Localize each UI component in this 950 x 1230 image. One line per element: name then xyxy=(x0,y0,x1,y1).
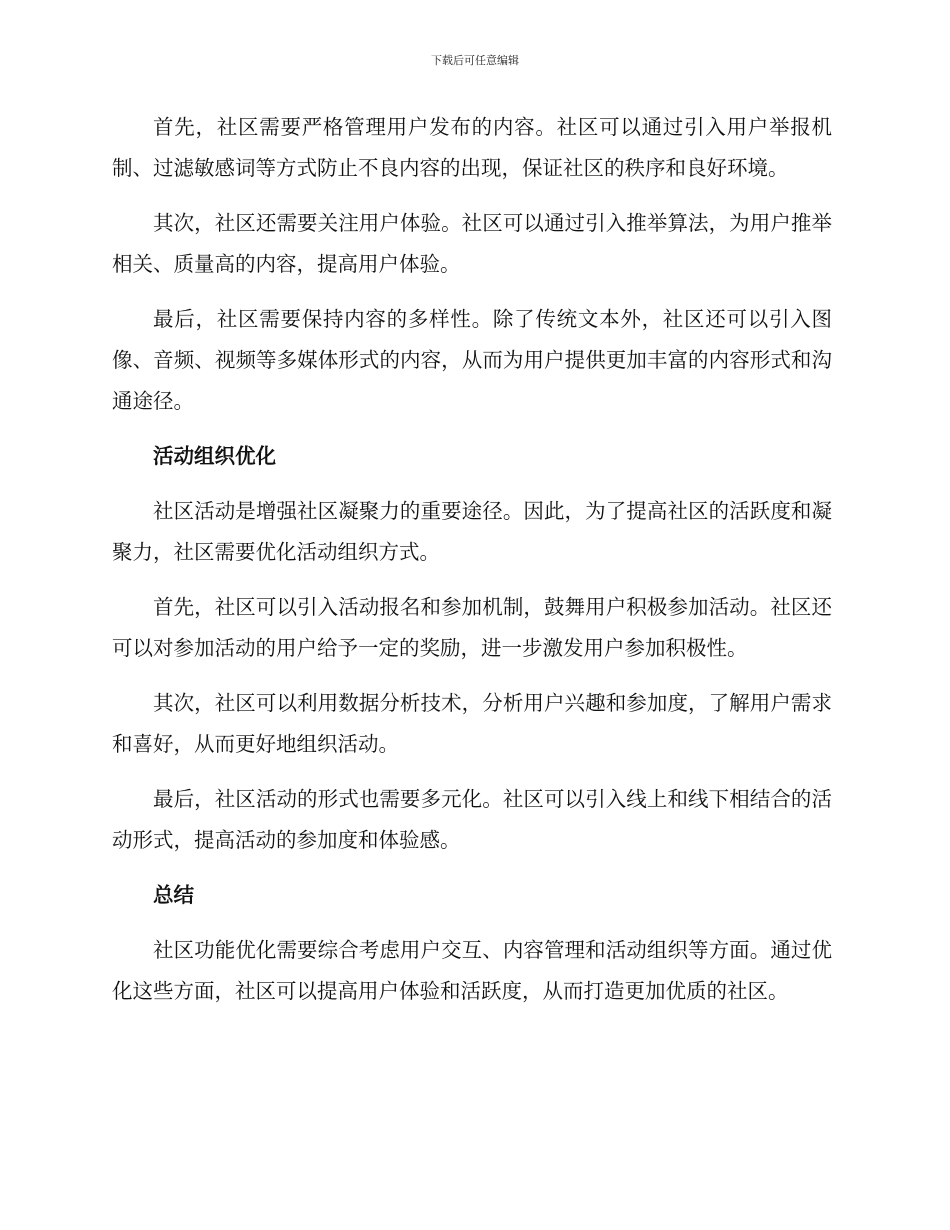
section-heading-summary: 总结 xyxy=(153,883,194,907)
paragraph-activity-intro: 社区活动是增强社区凝聚力的重要途径。因此，为了提高社区的活跃度和凝聚力，社区需要优化活动组织方式。 xyxy=(112,499,832,564)
paragraph-activity-forms: 最后，社区活动的形式也需要多元化。社区可以引入线上和线下相结合的活动形式，提高活动的参加度和体验感。 xyxy=(112,787,832,852)
paragraph-content-diversity: 最后，社区需要保持内容的多样性。除了传统文本外，社区还可以引入图像、音频、视频等多媒体形式的内容，从而为用户提供更加丰富的内容形式和沟通途径。 xyxy=(112,307,832,413)
paragraph-content-moderation: 首先，社区需要严格管理用户发布的内容。社区可以通过引入用户举报机制、过滤敏感词等方式防止不良内容的出现，保证社区的秩序和良好环境。 xyxy=(112,115,832,180)
document-body xyxy=(112,107,832,1026)
section-heading-activity-optimization: 活动组织优化 xyxy=(153,444,276,468)
paragraph-data-analysis: 其次，社区可以利用数据分析技术，分析用户兴趣和参加度，了解用户需求和喜好，从而更好地组织活动。 xyxy=(112,691,832,756)
page-header: 下载后可任意编辑 xyxy=(431,54,519,67)
paragraph-user-experience: 其次，社区还需要关注用户体验。社区可以通过引入推举算法，为用户推举相关、质量高的内容，提高用户体验。 xyxy=(112,211,832,276)
paragraph-activity-registration: 首先，社区可以引入活动报名和参加机制，鼓舞用户积极参加活动。社区还可以对参加活动的用户给予一定的奖励，进一步激发用户参加积极性。 xyxy=(112,595,832,660)
paragraph-summary: 社区功能优化需要综合考虑用户交互、内容管理和活动组织等方面。通过优化这些方面，社区可以提高用户体验和活跃度，从而打造更加优质的社区。 xyxy=(112,938,832,1003)
